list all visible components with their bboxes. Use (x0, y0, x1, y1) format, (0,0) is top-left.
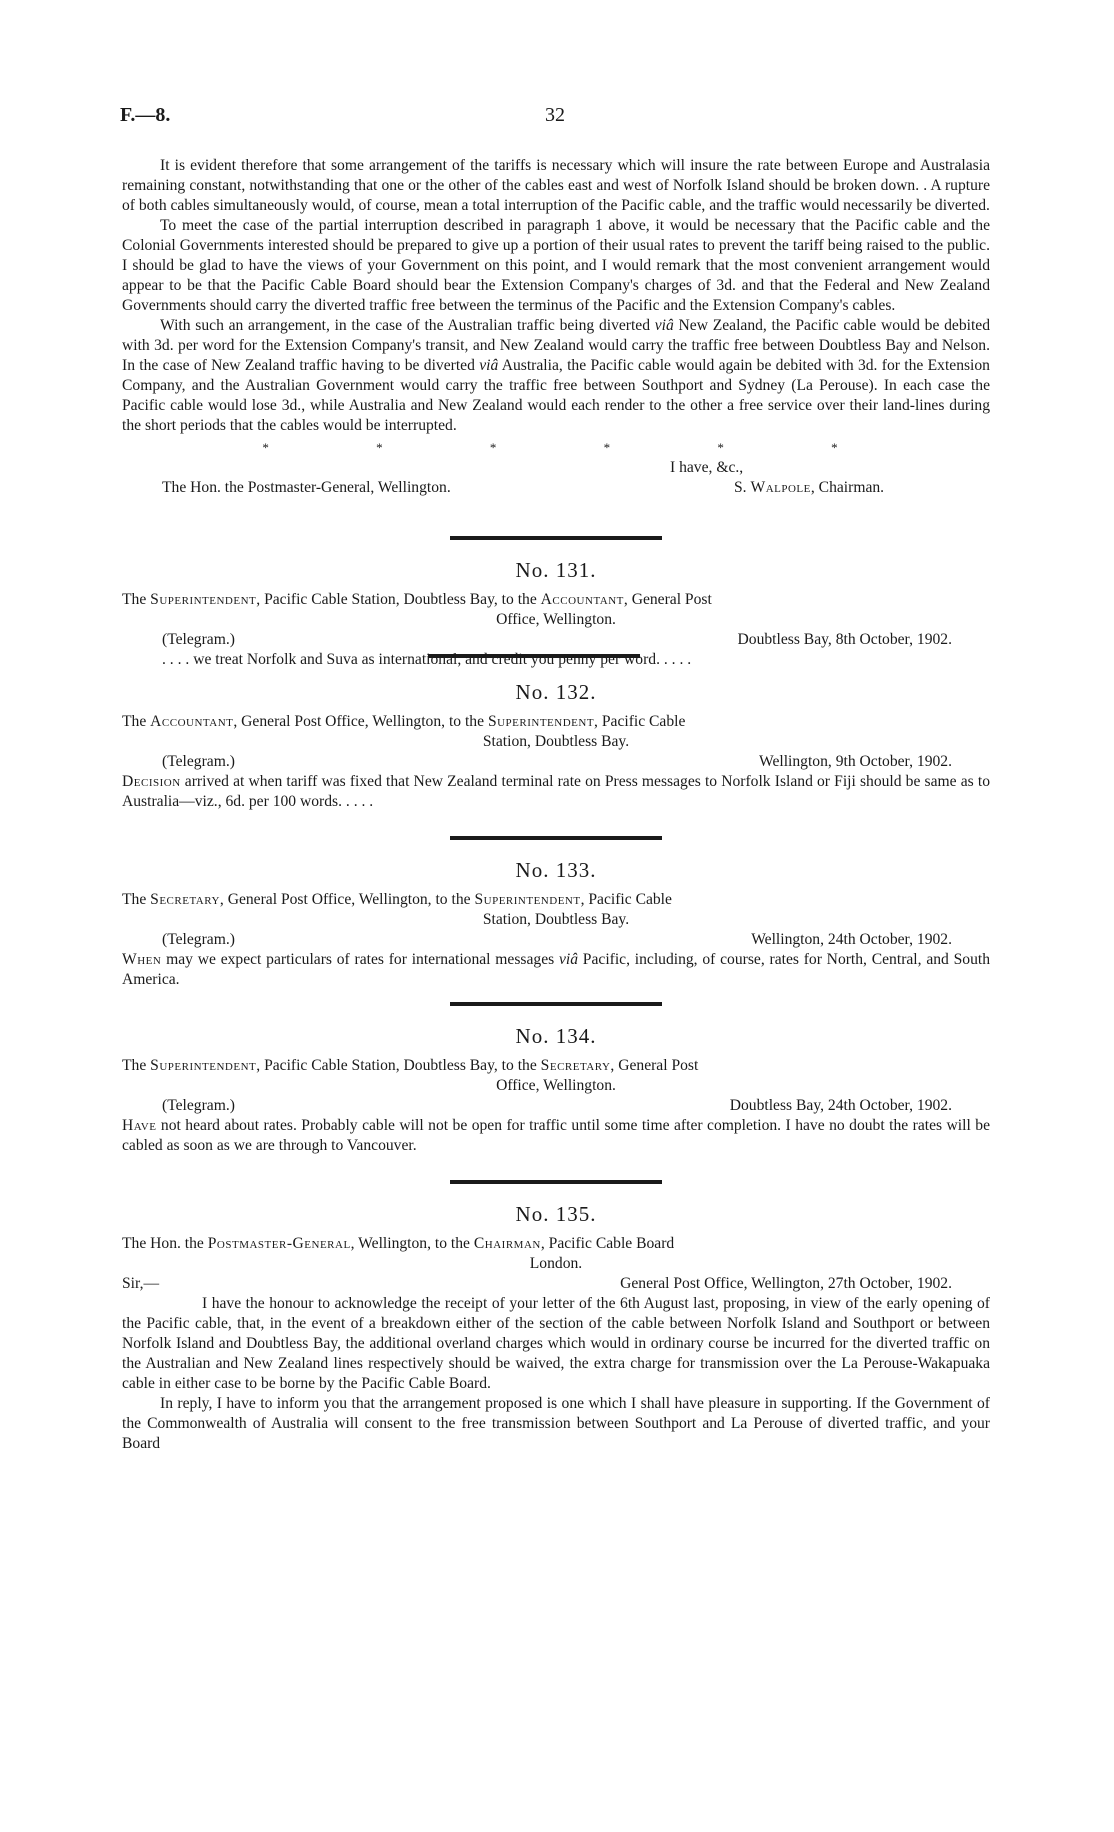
telegram-body: . . . . we treat Norfolk and Suva as international, and credit you penny per word. . . . . (162, 651, 692, 668)
route-line-continued: Office, Wellington. (496, 1077, 616, 1094)
route-line: The Accountant, General Post Office, Wellington, to the Superintendent, Pacific Cable (122, 713, 686, 730)
telegram-132 (122, 682, 990, 812)
route-line: The Hon. the Postmaster-General, Wellington, to the Chairman, Pacific Cable Board (122, 1235, 675, 1252)
route-line: The Superintendent, Pacific Cable Station, Doubtless Bay, to the Accountant, General Post (122, 591, 712, 608)
telegram-meta: (Telegram.) Doubtless Bay, 8th October, 1902. (162, 631, 952, 648)
telegram-meta: (Telegram.) Wellington, 9th October, 1902. (162, 753, 952, 770)
section-rule (450, 1180, 662, 1184)
route-line-continued: Office, Wellington. (496, 611, 616, 628)
route-line-continued: London. (529, 1255, 583, 1272)
paragraph: To meet the case of the partial interruption described in paragraph 1 above, it would be necessary that the Pacific cable and the Colonial Governments interested should be prepared to give up a portion of their usual rates to prevent the tariff being raised to the public. I should be glad to have the views of your Government on this point, and I would remark that the most convenient arrangement would appear to be that the Pacific Cable Board should bear the Extension Company's charges of 3d. and that the Federal and New Zealand Governments should carry the diverted traffic free between the terminus of the Pacific and the Extension Company's cables. (122, 217, 990, 314)
letter-135 (122, 1204, 990, 1454)
telegram-134 (122, 1026, 990, 1156)
addressee: The Hon. the Postmaster-General, Wellington. (162, 479, 451, 496)
route-line-continued: Station, Doubtless Bay. (482, 733, 630, 750)
telegram-body: Have not heard about rates. Probably cable will not be open for traffic until some time after completion. I have no doubt the rates will be cabled as soon as we are through to Vancouver. (122, 1117, 990, 1154)
paragraph: With such an arrangement, in the case of the Australian traffic being diverted viâ New Zealand, the Pacific cable would be debited with 3d. per word for the Extension Company's transit, and New Zealand would carry the traffic free between Doubtless Bay and Nelson. In the case of New Zealand traffic having to be diverted viâ Australia, the Pacific cable would again be debited with 3d. for the Extension Company, and the Australian Government would carry the traffic free between Southport and Sydney (La Perouse). In each case the Pacific cable would lose 3d., while Australia and New Zealand would each render to the other a free service over their land-lines during the short periods that the cables would be interrupted. (122, 317, 991, 434)
telegram-131 (122, 560, 990, 670)
telegram-body: When may we expect particulars of rates for international messages viâ Pacific, including, of course, rates for North, Central, and South America. (122, 951, 991, 988)
page-number: 32 (545, 104, 565, 126)
signatory: S. Walpole, Chairman. (734, 479, 885, 496)
document-reference: F.—8. (120, 104, 171, 126)
telegram-body: Decision arrived at when tariff was fixed that New Zealand terminal rate on Press messages to Norfolk Island or Fiji should be same as to Australia—viz., 6d. per 100 words. . . . . (122, 773, 990, 810)
route-line-continued: Station, Doubtless Bay. (482, 911, 630, 928)
route-line: The Superintendent, Pacific Cable Station, Doubtless Bay, to the Secretary, General Post (122, 1057, 699, 1074)
paragraph: I have the honour to acknowledge the receipt of your letter of the 6th August last, proposing, in view of the early opening of the Pacific cable, that, in the event of a breakdown either of the section of the cable between Norfolk Island and Southport or between Norfolk Island and Doubtless Bay, the additional overland charges which would in ordinary course be incurred for the diverted traffic on the Australian and New Zealand lines respectively should be waived, the extra charge for transmission over the La Perouse-Wakapuaka cable in either case to be borne by the Pacific Cable Board. (122, 1295, 990, 1392)
section-heading: No. 134. (515, 1024, 597, 1048)
section-heading: No. 132. (515, 680, 597, 704)
telegram-133 (122, 860, 990, 990)
telegram-meta: (Telegram.) Doubtless Bay, 24th October, 1902. (162, 1097, 952, 1114)
letter-meta: Sir,— General Post Office, Wellington, 27th October, 1902. (122, 1275, 952, 1292)
paragraph: In reply, I have to inform you that the arrangement proposed is one which I shall have pleasure in supporting. If the Government of the Commonwealth of Australia will consent to the free transmission between Southport and La Perouse of diverted traffic, and your Board (122, 1395, 990, 1452)
section-rule (450, 1002, 662, 1006)
salutation: Sir,— (122, 1275, 160, 1292)
section-rule (450, 536, 662, 540)
document-body (122, 156, 990, 1454)
continued-letter (122, 156, 990, 500)
paragraph: It is evident therefore that some arrangement of the tariffs is necessary which will insure the rate between Europe and Australasia remaining constant, notwithstanding that one or the other of the cables east and west of Norfolk Island should be broken down. . A rupture of both cables simultaneously would, of course, mean a total interruption of the Pacific cable, and the traffic would necessarily be diverted. (122, 157, 990, 214)
closing: I have, &c., (670, 459, 744, 476)
route-line: The Secretary, General Post Office, Wellington, to the Superintendent, Pacific Cable (122, 891, 672, 908)
section-heading: No. 135. (515, 1202, 597, 1226)
signature-block (122, 458, 990, 500)
omission-stars: * * * * * * (262, 440, 890, 455)
telegram-meta: (Telegram.) Wellington, 24th October, 1902. (162, 931, 952, 948)
section-rule (450, 836, 662, 840)
section-heading: No. 133. (515, 858, 597, 882)
section-heading: No. 131. (515, 558, 597, 582)
